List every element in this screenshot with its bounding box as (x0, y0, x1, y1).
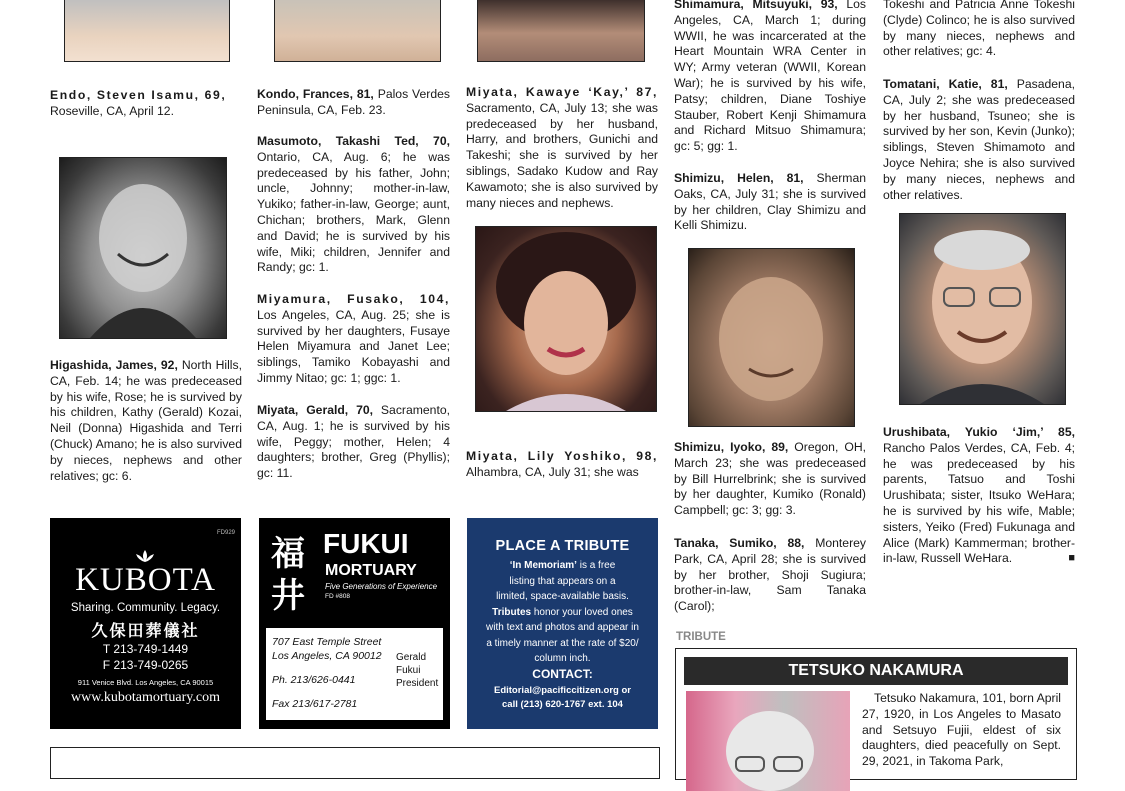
portrait-silhouette-icon (900, 214, 1065, 404)
kubota-logo: KUBOTA (75, 562, 216, 598)
portrait-silhouette-icon (689, 249, 854, 426)
obituary-entry: Miyata, Kawaye ‘Kay,’ 87, Sacramento, CA, July 13; she was predeceased by her husband, Harry, and brothers, Gunichi and Takeshi; she is survived by her siblings, Sadako Kudow and Ray Kawamoto; she is also survived by many nieces and nephews. (466, 85, 658, 210)
photo-shimizu-iyoko (688, 248, 855, 427)
tagline: Sharing. Community. Legacy. (70, 602, 221, 614)
contact-label: CONTACT: (532, 667, 593, 681)
place-a-tribute-ad[interactable] (467, 518, 658, 729)
obituary-entry: Tanaka, Sumiko, 88, Monterey Park, CA, April 28; she is survived by her brother, Shoji Sugiura; brother-in-law, Sam Tanaka (Carol); (674, 536, 867, 614)
obituary-entry: Kondo, Frances, 81, Palos Verdes Peninsula, CA, Feb. 23. (257, 87, 450, 117)
fax: F 213-749-0265 (102, 658, 189, 672)
photo-top-col2 (274, 0, 441, 62)
obituary-entry: Shimamura, Mitsuyuki, 93, Los Angeles, CA, March 1; during WWII, he was incarcerated at the Heart Mountain WRA Center in WY; Army veteran (WWII, Korean War); he is survived by his wife, Patsy; children, Diane Toshiye Stauber, Robert Kenji Shimamura and Richard Mitsuo Shimamura; gc: 5; gg: 1. (674, 0, 866, 154)
bottom-box (50, 747, 660, 779)
fd-number: FD929 (216, 530, 235, 536)
portrait-silhouette-icon (476, 227, 656, 411)
portrait-silhouette-icon (686, 691, 850, 791)
address: 911 Venice Blvd. Los Angeles, CA 90015 (77, 678, 214, 687)
fukui-info-box (266, 628, 443, 720)
telephone: T 213-749-1449 (102, 642, 189, 656)
obituary-entry: Miyata, Gerald, 70, Sacramento, CA, Aug. 1; he is survived by his wife, Peggy; mother, Helen; 4 daughters; brother, Greg (Phyllis); gc: 11. (257, 403, 451, 481)
mortuary-label: MORTUARY (325, 562, 417, 579)
photo-miyata-kawaye (477, 0, 645, 62)
photo-nakamura (686, 691, 850, 791)
tribute-ad-title: PLACE A TRIBUTE (495, 538, 630, 554)
photo-kondo (64, 0, 230, 62)
phone: Ph. 213/626-0441 (272, 674, 356, 686)
tribute-header: TETSUKO NAKAMURA (684, 657, 1068, 685)
portrait-silhouette-icon (60, 158, 226, 338)
obituary-entry: Miyamura, Fusako, 104, Los Angeles, CA, Aug. 25; she is survived by her daughters, Fusaye Helen Miyamura and Janet Lee; siblings, Tamiko Kobayashi and Jimmy Nitao; gc: 1; ggc: 1. (257, 292, 450, 385)
obituary-entry: Urushibata, Yukio ‘Jim,’ 85, Rancho Palos Verdes, CA, Feb. 4; he was predeceased by his parents, Tatsuo and Toshi Urushibata; sister, Itsuko WeHara; he is survived by his wife, Mable; sisters, Yeiko (Fred) Fukunaga and Alice (Mark) Kammerman; brother-in-law, Russell WeHara. ■ (883, 425, 1075, 566)
contact-email[interactable]: Editorial@pacificcitizen.org or (493, 685, 631, 696)
president-name-2: Fukui (396, 665, 421, 676)
japanese-name: 久保田葬儀社 (91, 621, 200, 640)
fd-number: FD #808 (325, 593, 350, 600)
president-title: President (396, 678, 439, 689)
tribute-frame (675, 648, 1077, 780)
obituary-entry: Tomatani, Katie, 81, Pasadena, CA, July 2; she was predeceased by her husband, Tsuneo; she is survived by her son, Kevin (Junko); siblings, Steven Shimamoto and Joyce Nehira; she is also survived by many nieces, nephews and other relatives. (883, 77, 1075, 202)
end-mark: ■ (1068, 552, 1075, 565)
obituary-entry: Shimizu, Helen, 81, Sherman Oaks, CA, July 31; she is survived by her children, Clay Shimizu and Kelli Shimizu. (674, 171, 866, 233)
president-name-1: Gerald (396, 652, 427, 663)
photo-miyata-lily (475, 226, 657, 412)
photo-urushibata (899, 213, 1066, 405)
address-line-2: Los Angeles, CA 90012 (272, 650, 382, 662)
address-line-1: 707 East Temple Street (272, 636, 382, 648)
fax: Fax 213/617-2781 (272, 698, 358, 710)
obituary-entry: Tokeshi and Patricia Anne Tokeshi (Clyde) Colinco; he is also survived by many nieces, nephews and other relatives; gc: 4. (883, 0, 1075, 59)
obituary-entry: Higashida, James, 92, North Hills, CA, Feb. 14; he was predeceased by his wife, Rose; he is survived by his children, Kathy (Gerald) Kozai, Neil (Donna) Higashida and Terri (Chuck) Amano; he is also survived by nieces, nephews and other relatives; gc: 6. (50, 358, 242, 483)
slogan: Five Generations of Experience (325, 582, 438, 591)
obituary-entry: Miyata, Lily Yoshiko, 98, Alhambra, CA, July 31; she was (466, 449, 658, 479)
kanji-i: 井 (271, 576, 305, 616)
kubota-mortuary-ad[interactable] (50, 518, 241, 729)
photo-higashida (59, 157, 227, 339)
fukui-logo: FUKUI (323, 528, 409, 559)
tribute-text: Tetsuko Nakamura, 101, born April 27, 1920, in Los Angeles to Masato and Setsuyo Fujii, eldest of six daughters, died peacefully on Sept. 29, 2021, in Takoma Park, (862, 691, 1061, 769)
kanji-fu: 福 (271, 534, 305, 574)
obituary-entry: Masumoto, Takashi Ted, 70, Ontario, CA, Aug. 6; he was predeceased by his father, John; uncle, Johnny; mother-in-law, Yukiko; father-in-law, George; aunt, Chichan; brothers, Mark, Glenn and David; he is survived by his wife, Miki; children, Jennifer and Randy; gc: 1. (257, 134, 450, 275)
obituary-entry: Shimizu, Iyoko, 89, Oregon, OH, March 23; she was predeceased by Bill Hurrelbrink; she is survived by her daughter, Kumiko (Ronald) Campbell; gc: 3; gg: 3. (674, 440, 867, 518)
tribute-ad-body: ‘In Memoriam’ is a free listing that appears on a limited, space-available basis. Tributes honor your loved ones with text and photos and appear in a timely manner at the rate of $20/ column inch. (486, 560, 639, 664)
contact-phone[interactable]: call (213) 620-1767 ext. 104 (502, 699, 623, 710)
obituary-entry: Endo, Steven Isamu, 69, Roseville, CA, April 12. (50, 88, 227, 118)
tribute-section-label: TRIBUTE (676, 631, 726, 643)
fukui-mortuary-ad[interactable] (259, 518, 450, 729)
website-link[interactable]: www.kubotamortuary.com (70, 690, 221, 705)
